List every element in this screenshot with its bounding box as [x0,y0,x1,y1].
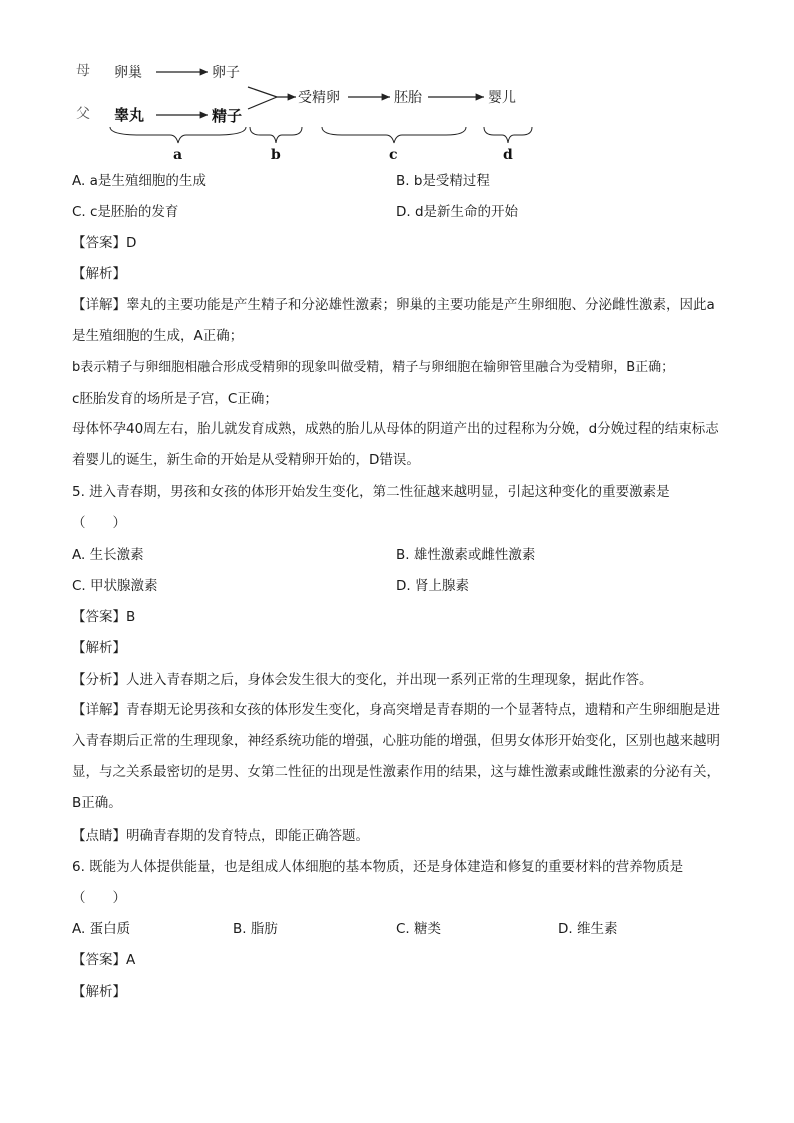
egg-join-line [248,87,277,97]
q6-paren: （ ） [72,890,126,906]
q5-dianjing: 【点睛】明确青春期的发育特点，即能正确答题。 [72,828,369,844]
baby-label: 婴儿 [488,90,516,106]
reproduction-flow-diagram [70,55,550,170]
q4-option-b: B. b是受精过程 [396,173,490,189]
q5-option-d: D. 肾上腺素 [396,578,469,594]
q6-stem: 6. 既能为人体提供能量，也是组成人体细胞的基本物质，还是身体建造和修复的重要材料的营养物质是 [72,859,684,875]
label-d: d [503,147,513,163]
q4-detail-1: 【详解】睾丸的主要功能是产生精子和分泌雄性激素；卵巢的主要功能是产生卵细胞、分泌雌性激素，因此a是生殖细胞的生成，A正确； [72,297,715,344]
label-b: b [271,147,281,163]
q6-option-b: B. 脂肪 [233,921,278,937]
q5-paren: （ ） [72,515,126,531]
q5-option-a: A. 生长激素 [72,547,144,563]
q4-detail-2: b表示精子与卵细胞相融合形成受精卵的现象叫做受精，精子与卵细胞在输卵管里融合为受精卵，B正确； [72,360,675,375]
sperm-label: 精子 [212,107,243,125]
q4-detail-4: 母体怀孕40周左右，胎儿就发育成熟，成熟的胎儿从母体的阴道产出的过程称为分娩，d分娩过程的结束标志着婴儿的诞生，新生命的开始是从受精卵开始的，D错误。 [72,421,719,468]
label-c: c [389,147,398,163]
q6-option-c: C. 糖类 [396,921,442,937]
brace-b [250,127,302,143]
testis-label: 睾丸 [114,106,145,124]
sperm-join-line [248,97,277,109]
embryo-label: 胚胎 [394,90,422,106]
label-a: a [173,147,183,163]
q5-detail: 【详解】青春期无论男孩和女孩的体形发生变化，身高突增是青春期的一个显著特点，遗精和产生卵细胞是进入青春期后正常的生理现象，神经系统功能的增强，心脏功能的增强，但男女体形开始变化，区别也越来越明显，与之关系最密切的是男、女第二性征的出现是性激素作用的结果，这与雄性激素或雌性激素的分泌有关，B正确。 [72,702,720,811]
q6-answer: 【答案】A [72,952,136,968]
q4-analysis-heading: 【解析】 [72,266,126,282]
q5-answer: 【答案】B [72,609,136,625]
q5-option-b: B. 雄性激素或雌性激素 [396,547,536,563]
brace-d [484,127,532,143]
q4-option-d: D. d是新生命的开始 [396,204,519,220]
q5-option-c: C. 甲状腺激素 [72,578,158,594]
q5-analysis-heading: 【解析】 [72,640,126,656]
ovary-label: 卵巢 [114,65,142,81]
q4-option-a: A. a是生殖细胞的生成 [72,173,206,189]
zygote-label: 受精卵 [298,90,340,106]
q4-option-c: C. c是胚胎的发育 [72,204,179,220]
q4-answer: 【答案】D [72,235,137,251]
q4-detail-3: c胚胎发育的场所是子宫，C正确； [72,391,278,407]
brace-c [322,127,466,143]
mother-label: 母 [76,63,90,79]
father-label: 父 [76,106,90,122]
q5-stem: 5. 进入青春期，男孩和女孩的体形开始发生变化，第二性征越来越明显，引起这种变化的重要激素是 [72,484,670,500]
brace-a [110,127,246,143]
egg-label: 卵子 [212,65,240,81]
q6-option-a: A. 蛋白质 [72,921,131,937]
q6-analysis-heading: 【解析】 [72,984,126,1000]
q5-fenxi: 【分析】人进入青春期之后，身体会发生很大的变化，并出现一系列正常的生理现象，据此作答。 [72,672,653,688]
q6-option-d: D. 维生素 [558,921,618,937]
